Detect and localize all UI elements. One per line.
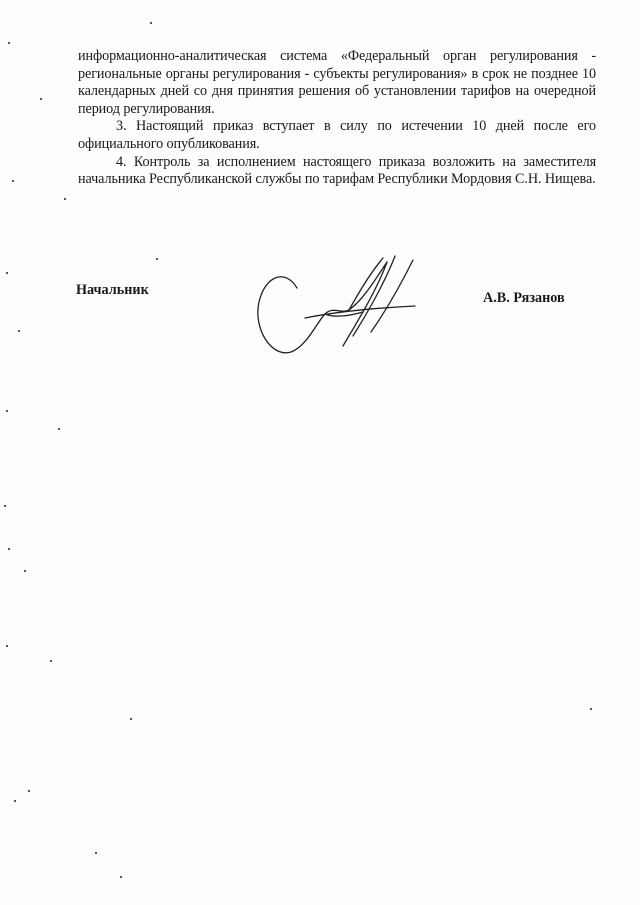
paragraph-item-3: 3. Настоящий приказ вступает в силу по истечении 10 дней после его официального опубликования. bbox=[78, 118, 596, 152]
signer-name: А.В. Рязанов bbox=[483, 290, 565, 306]
signer-title: Начальник bbox=[76, 282, 149, 298]
paragraph-info-system: информационно-аналитическая система «Федеральный орган регулирования - региональные органы регулирования - субъекты регулирования» в срок не позднее 10 календарных дней со дня принятия решения об установлении тарифов на очередной период регулирования. bbox=[78, 48, 596, 117]
handwritten-signature bbox=[245, 240, 435, 370]
paragraph-item-4: 4. Контроль за исполнением настоящего приказа возложить на заместителя начальника Республиканской службы по тарифам Республики Мордовия С.Н. Нищева. bbox=[78, 153, 596, 188]
